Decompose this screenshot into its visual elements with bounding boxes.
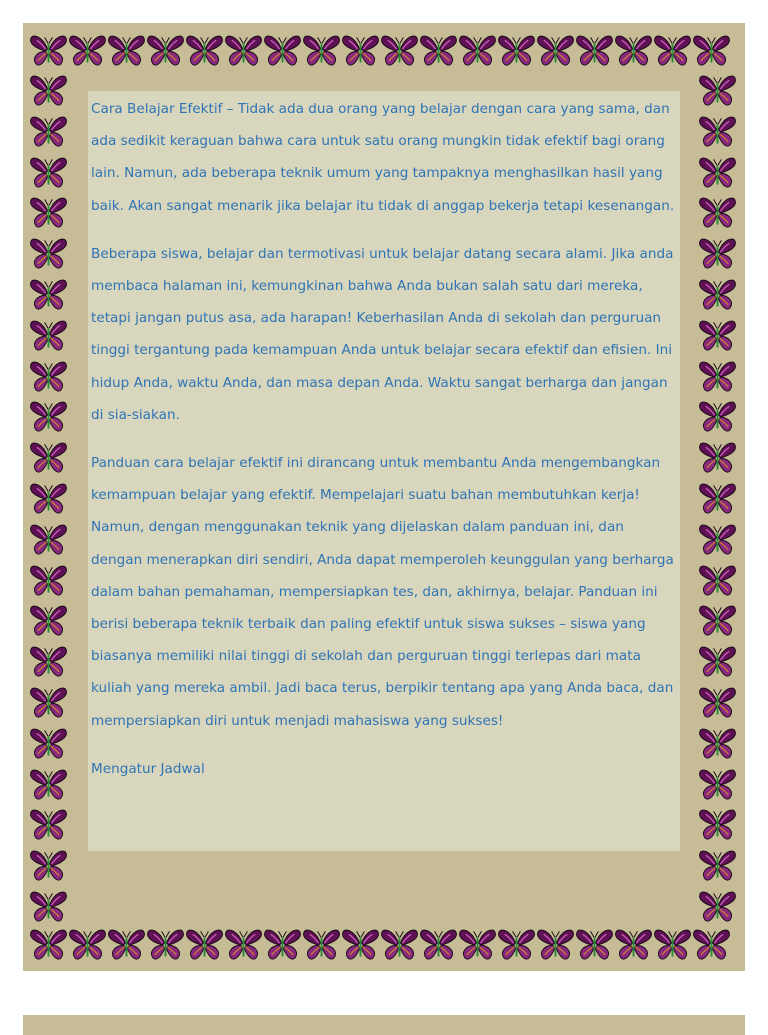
- butterfly-icon: [497, 928, 536, 962]
- butterfly-icon: [698, 482, 737, 516]
- butterfly-icon: [698, 768, 737, 802]
- butterfly-icon: [698, 74, 737, 108]
- butterfly-icon: [497, 34, 536, 68]
- butterfly-icon: [698, 849, 737, 883]
- butterfly-icon: [698, 564, 737, 598]
- butterfly-icon: [29, 319, 68, 353]
- butterfly-icon: [302, 34, 341, 68]
- text-box: [88, 91, 680, 851]
- butterfly-icon: [29, 564, 68, 598]
- butterfly-border-bottom: [29, 928, 731, 962]
- butterfly-icon: [185, 34, 224, 68]
- butterfly-icon: [185, 928, 224, 962]
- document-page: [23, 23, 745, 971]
- section-heading: Mengatur Jadwal: [91, 760, 205, 777]
- butterfly-icon: [224, 34, 263, 68]
- butterfly-icon: [68, 34, 107, 68]
- butterfly-icon: [341, 34, 380, 68]
- butterfly-icon: [614, 928, 653, 962]
- butterfly-icon: [263, 34, 302, 68]
- butterfly-border-left: [29, 74, 68, 931]
- butterfly-icon: [29, 115, 68, 149]
- butterfly-icon: [380, 928, 419, 962]
- butterfly-icon: [68, 928, 107, 962]
- butterfly-icon: [575, 928, 614, 962]
- butterfly-icon: [458, 928, 497, 962]
- paragraph-guide: Panduan cara belajar efektif ini dirancang untuk membantu Anda mengembangkan kemampuan belajar yang efektif. Mempelajari suatu bahan membutuhkan kerja! Namun, dengan menggunakan teknik yang dijelaskan dalam panduan ini, dan dengan menerapkan diri sendiri, Anda dapat memperoleh keunggulan yang berharga dalam bahan pemahaman, mempersiapkan tes, dan, akhirnya, belajar. Panduan ini berisi beberapa teknik terbaik dan paling efektif untuk siswa sukses – siswa yang biasanya memiliki nilai tinggi di sekolah dan perguruan tinggi terlepas dari mata kuliah yang mereka ambil. Jadi baca terus, berpikir tentang apa yang Anda baca, dan mempersiapkan diri untuk menjadi mahasiswa yang sukses!: [91, 455, 674, 729]
- butterfly-icon: [698, 278, 737, 312]
- butterfly-icon: [146, 928, 185, 962]
- butterfly-icon: [698, 156, 737, 190]
- butterfly-icon: [29, 686, 68, 720]
- butterfly-icon: [29, 604, 68, 638]
- butterfly-icon: [29, 482, 68, 516]
- butterfly-icon: [29, 196, 68, 230]
- butterfly-icon: [29, 849, 68, 883]
- butterfly-icon: [29, 928, 68, 962]
- butterfly-icon: [107, 928, 146, 962]
- butterfly-icon: [698, 808, 737, 842]
- butterfly-icon: [29, 768, 68, 802]
- paragraph-intro: Cara Belajar Efektif – Tidak ada dua orang yang belajar dengan cara yang sama, dan ada sedikit keraguan bahwa cara untuk satu orang mungkin tidak efektif bagi orang lain. Namun, ada beberapa teknik umum yang tampaknya menghasilkan hasil yang baik. Akan sangat menarik jika belajar itu tidak di anggap bekerja tetapi kesenangan.: [91, 101, 675, 214]
- butterfly-icon: [698, 115, 737, 149]
- butterfly-icon: [146, 34, 185, 68]
- butterfly-icon: [698, 890, 737, 924]
- butterfly-icon: [698, 319, 737, 353]
- butterfly-icon: [29, 441, 68, 475]
- butterfly-icon: [29, 890, 68, 924]
- butterfly-icon: [419, 928, 458, 962]
- butterfly-icon: [29, 237, 68, 271]
- butterfly-icon: [29, 360, 68, 394]
- butterfly-icon: [692, 928, 731, 962]
- paragraph-motivation: Beberapa siswa, belajar dan termotivasi untuk belajar datang secara alami. Jika anda membaca halaman ini, kemungkinan bahwa Anda bukan salah satu dari mereka, tetapi jangan putus asa, ada harapan! Keberhasilan Anda di sekolah dan perguruan tinggi tergantung pada kemampuan Anda untuk belajar secara efektif dan efisien. Ini hidup Anda, waktu Anda, dan masa depan Anda. Waktu sangat berharga dan jangan di sia-siakan.: [91, 245, 674, 423]
- butterfly-icon: [263, 928, 302, 962]
- butterfly-icon: [698, 645, 737, 679]
- butterfly-icon: [458, 34, 497, 68]
- butterfly-icon: [575, 34, 614, 68]
- butterfly-icon: [29, 278, 68, 312]
- butterfly-icon: [29, 523, 68, 557]
- butterfly-icon: [653, 34, 692, 68]
- butterfly-icon: [698, 400, 737, 434]
- butterfly-icon: [224, 928, 263, 962]
- butterfly-icon: [107, 34, 146, 68]
- butterfly-icon: [698, 237, 737, 271]
- butterfly-icon: [29, 400, 68, 434]
- butterfly-icon: [29, 645, 68, 679]
- butterfly-icon: [536, 34, 575, 68]
- butterfly-icon: [698, 196, 737, 230]
- butterfly-icon: [29, 74, 68, 108]
- butterfly-icon: [341, 928, 380, 962]
- butterfly-icon: [29, 34, 68, 68]
- butterfly-icon: [698, 523, 737, 557]
- butterfly-icon: [698, 727, 737, 761]
- butterfly-icon: [536, 928, 575, 962]
- butterfly-icon: [692, 34, 731, 68]
- next-page-edge: [23, 1015, 745, 1035]
- butterfly-icon: [29, 156, 68, 190]
- butterfly-icon: [614, 34, 653, 68]
- butterfly-border-right: [698, 74, 737, 931]
- butterfly-icon: [302, 928, 341, 962]
- butterfly-icon: [698, 686, 737, 720]
- butterfly-icon: [29, 808, 68, 842]
- butterfly-icon: [698, 360, 737, 394]
- butterfly-icon: [698, 441, 737, 475]
- butterfly-border-top: [29, 34, 731, 68]
- butterfly-icon: [380, 34, 419, 68]
- butterfly-icon: [698, 604, 737, 638]
- butterfly-icon: [29, 727, 68, 761]
- butterfly-icon: [419, 34, 458, 68]
- butterfly-icon: [653, 928, 692, 962]
